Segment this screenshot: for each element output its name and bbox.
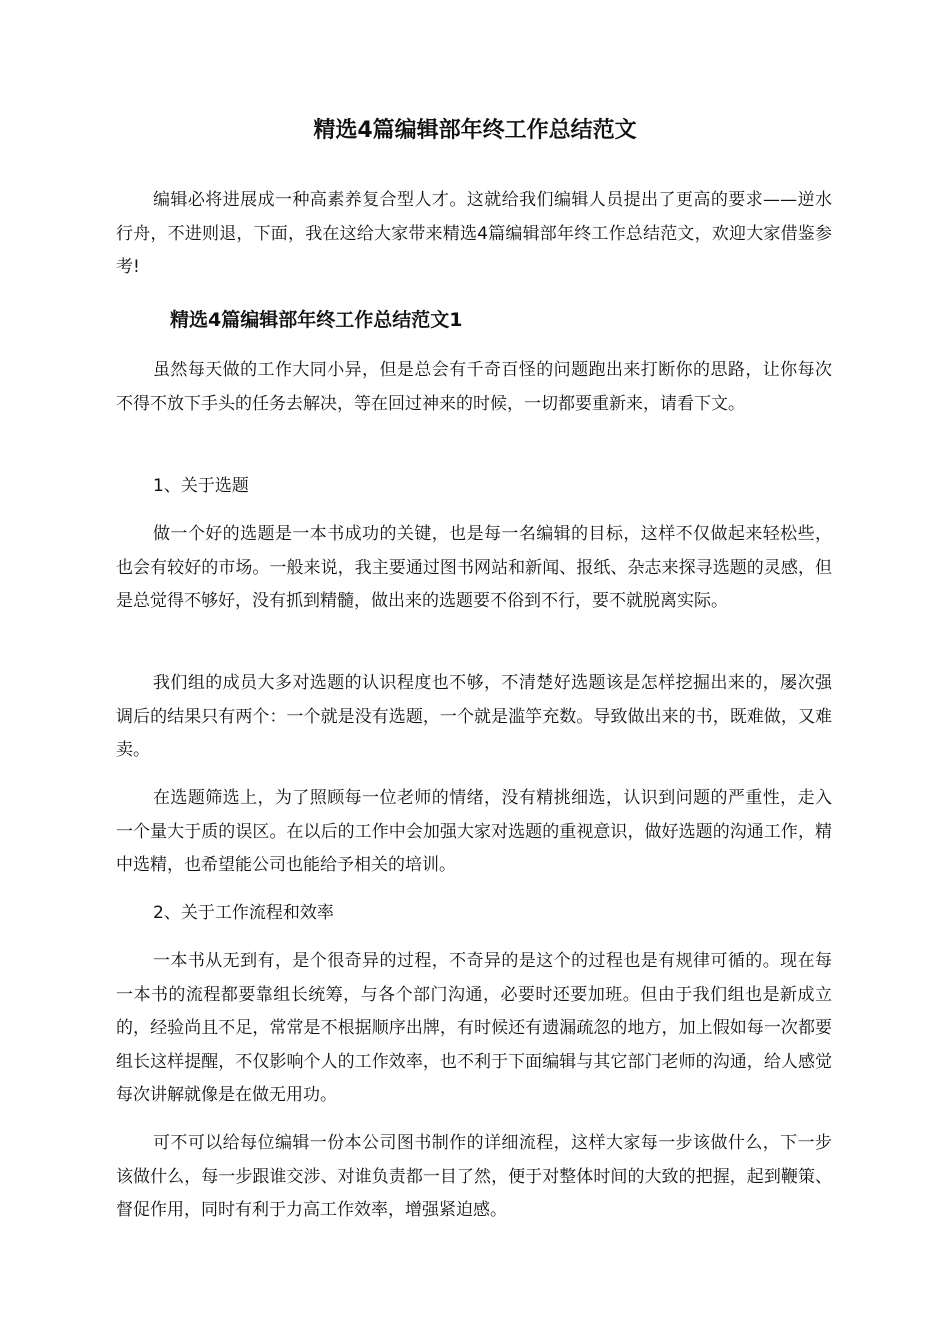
- body-paragraph: 虽然每天做的工作大同小异，但是总会有千奇百怪的问题跑出来打断你的思路，让你每次不得不放下手头的任务去解决，等在回过神来的时候，一切都要重新来，请看下文。: [116, 360, 832, 414]
- subsection-heading: 1、关于选题: [153, 476, 249, 496]
- intro-paragraph: 编辑必将进展成一种高素养复合型人才。这就给我们编辑人员提出了更高的要求——逆水行舟，不进则退，下面，我在这给大家带来精选4篇编辑部年终工作总结范文，欢迎大家借鉴参考!: [116, 190, 832, 277]
- body-paragraph: 我们组的成员大多对选题的认识程度也不够，不清楚好选题该是怎样挖掘出来的，屡次强调后的结果只有两个：一个就是没有选题，一个就是滥竽充数。导致做出来的书，既难做，又难卖。: [116, 673, 832, 760]
- section-heading: 精选4篇编辑部年终工作总结范文1: [170, 309, 463, 331]
- document-title: 精选4篇编辑部年终工作总结范文: [313, 118, 637, 143]
- body-paragraph: 在选题筛选上，为了照顾每一位老师的情绪，没有精挑细选，认识到问题的严重性，走入一个量大于质的误区。在以后的工作中会加强大家对选题的重视意识，做好选题的沟通工作，精中选精，也希望能公司也能给予相关的培训。: [116, 788, 832, 875]
- body-paragraph: 一本书从无到有，是个很奇异的过程，不奇异的是这个的过程也是有规律可循的。现在每一本书的流程都要靠组长统筹，与各个部门沟通，必要时还要加班。但由于我们组也是新成立的，经验尚且不足，常常是不根据顺序出牌，有时候还有遗漏疏忽的地方，加上假如每一次都要组长这样提醒，不仅影响个人的工作效率，也不利于下面编辑与其它部门老师的沟通，给人感觉每次讲解就像是在做无用功。: [116, 951, 832, 1105]
- body-paragraph: 可不可以给每位编辑一份本公司图书制作的详细流程，这样大家每一步该做什么，下一步该做什么，每一步跟谁交涉、对谁负责都一目了然，便于对整体时间的大致的把握，起到鞭策、督促作用，同时有利于力高工作效率，增强紧迫感。: [116, 1133, 832, 1220]
- subsection-heading: 2、关于工作流程和效率: [153, 903, 334, 923]
- body-paragraph: 做一个好的选题是一本书成功的关键，也是每一名编辑的目标，这样不仅做起来轻松些，也会有较好的市场。一般来说，我主要通过图书网站和新闻、报纸、杂志来探寻选题的灵感，但是总觉得不够好，没有抓到精髓，做出来的选题要不俗到不行，要不就脱离实际。: [116, 524, 832, 611]
